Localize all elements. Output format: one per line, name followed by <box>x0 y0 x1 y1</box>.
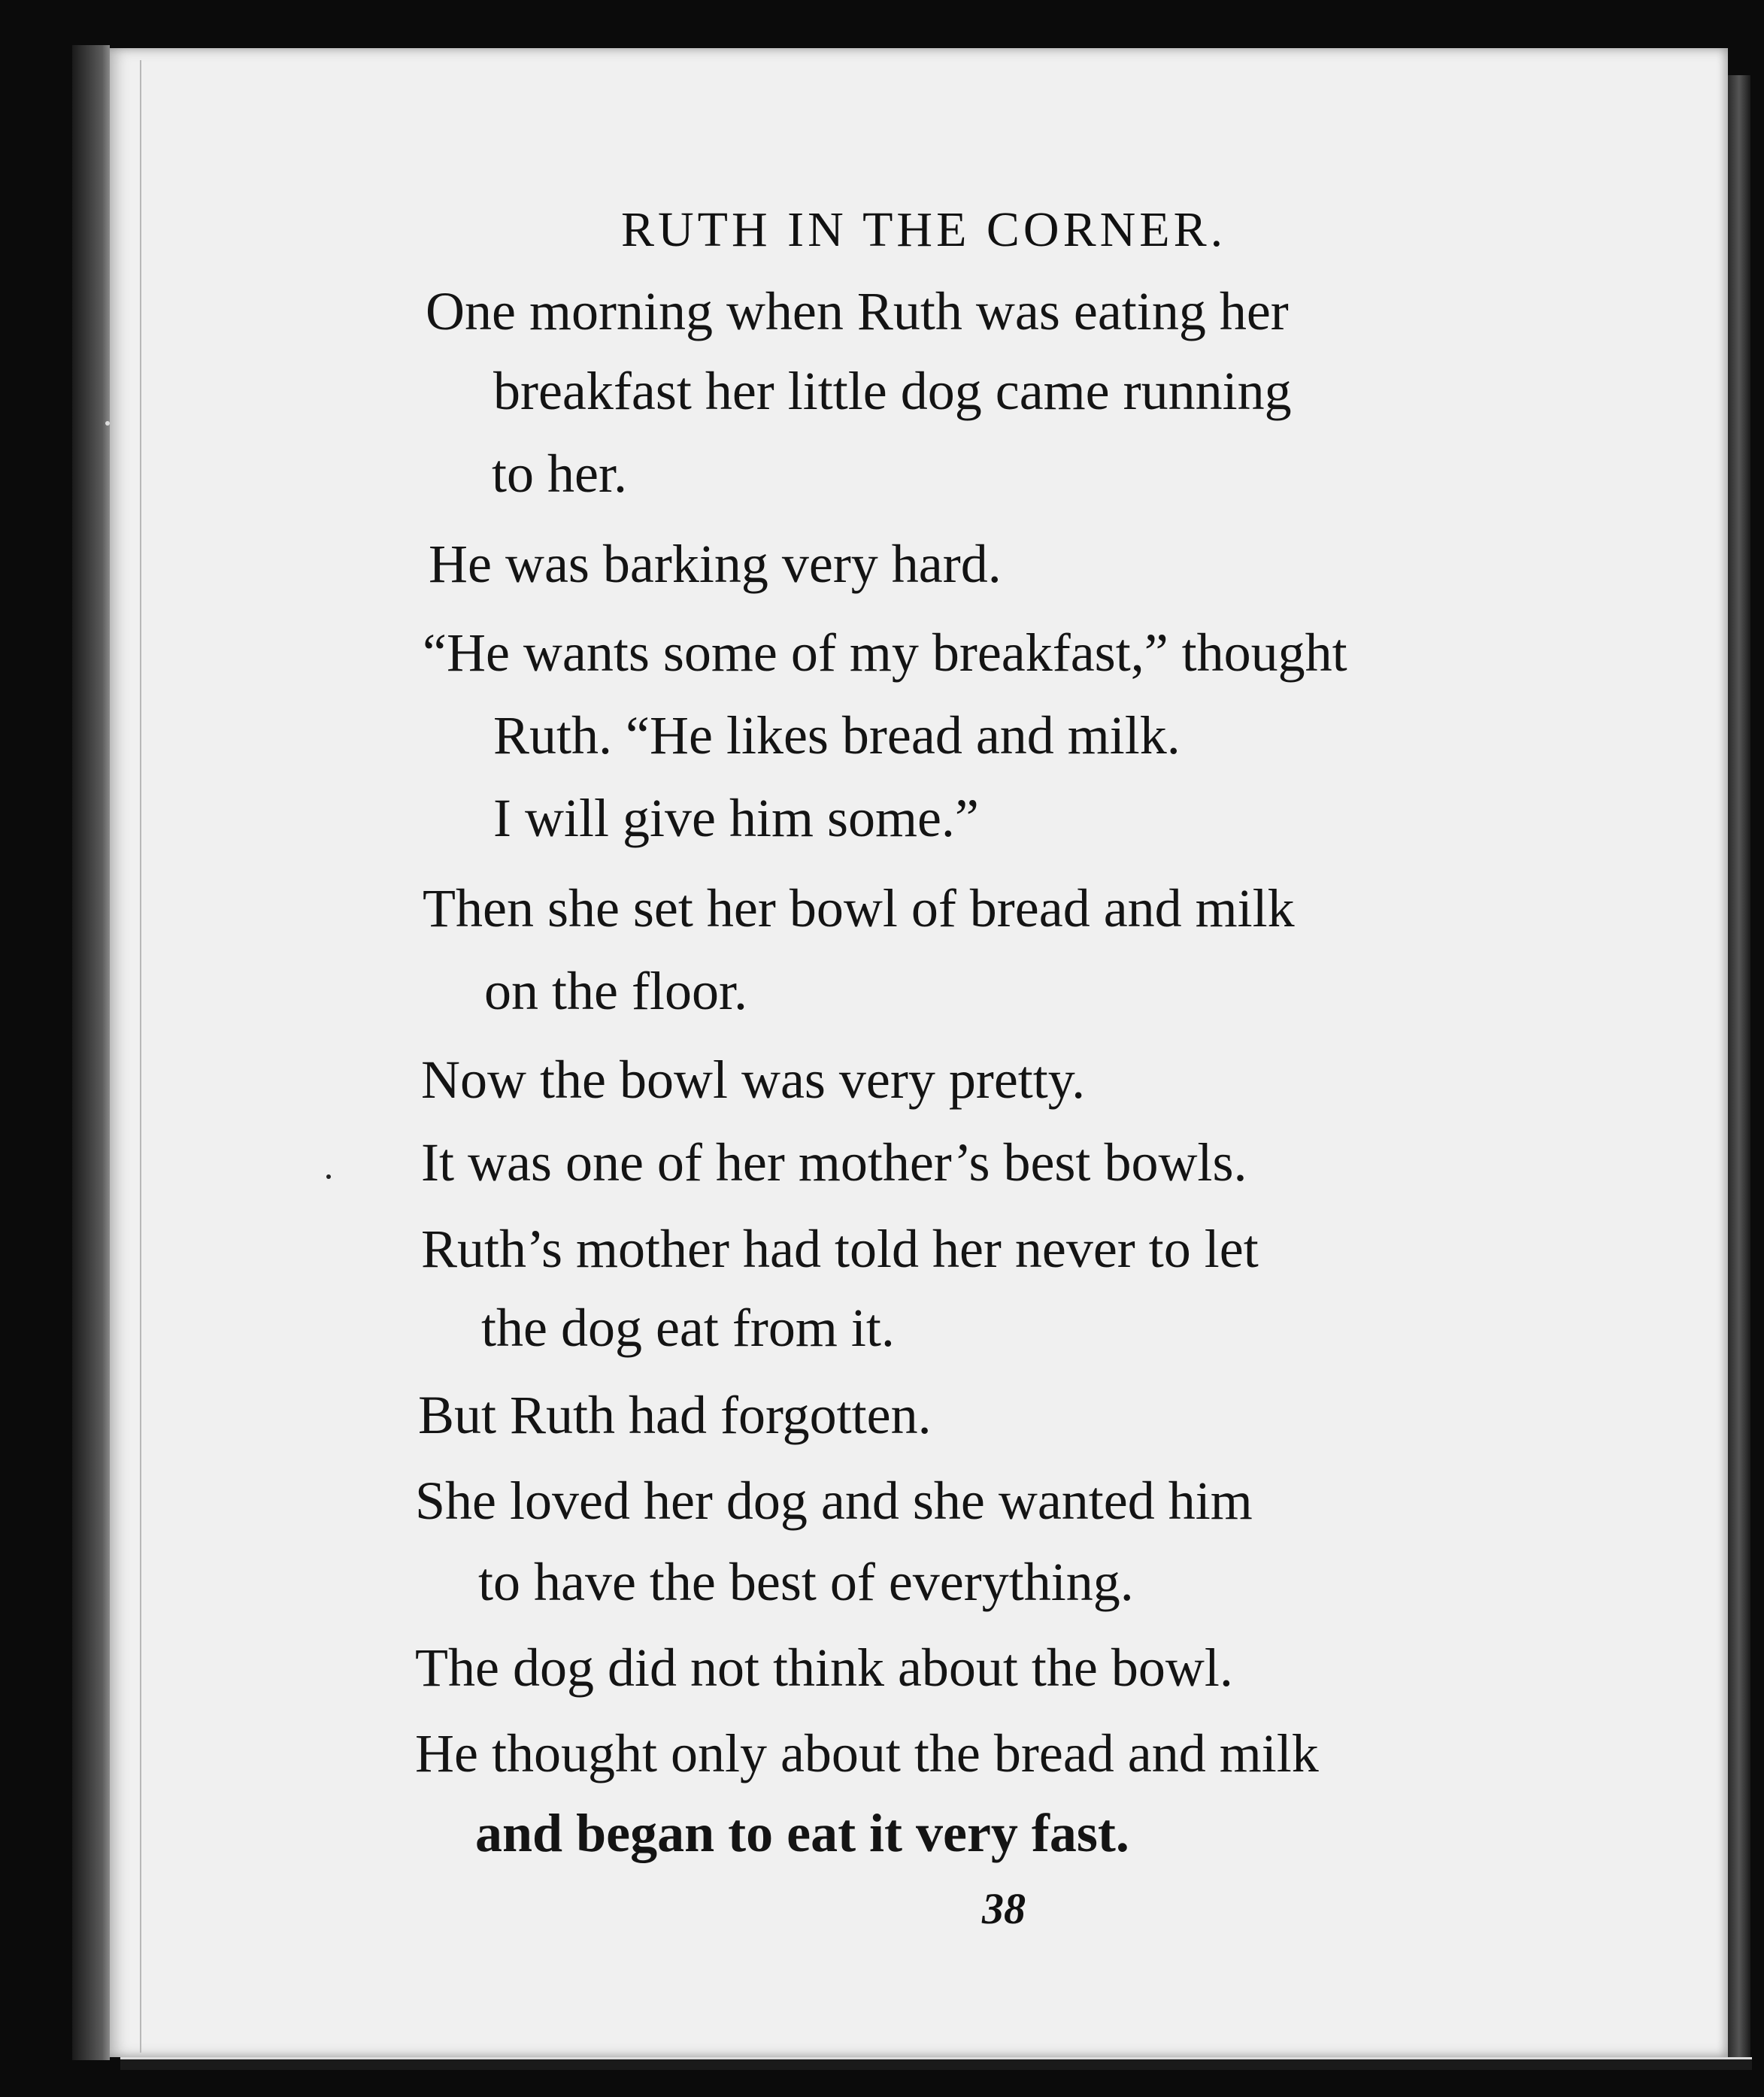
book-edge-right <box>1728 75 1750 2060</box>
text-line-2: breakfast her little dog came running <box>493 361 1292 421</box>
text-line-1: One morning when Ruth was eating her <box>426 281 1289 341</box>
text-line-17: The dog did not think about the bowl. <box>415 1638 1233 1698</box>
text-line-8: Then she set her bowl of bread and milk <box>423 878 1295 938</box>
text-line-5: “He wants some of my breakfast,” thought <box>423 623 1347 683</box>
page-inner-edge <box>140 60 141 2053</box>
text-line-9: on the floor. <box>484 961 747 1021</box>
scan-speck <box>105 421 110 426</box>
text-line-6: Ruth. “He likes bread and milk. <box>493 705 1181 765</box>
text-line-12: Ruth’s mother had told her never to let <box>421 1219 1259 1279</box>
page-number: 38 <box>982 1884 1026 1933</box>
text-line-14: But Ruth had forgotten. <box>418 1385 932 1445</box>
text-line-16: to have the best of everything. <box>478 1552 1134 1612</box>
text-line-3: to her. <box>492 444 627 504</box>
text-line-11: It was one of her mother’s best bowls. <box>421 1132 1247 1192</box>
chapter-title: RUTH IN THE CORNER. <box>621 202 1227 257</box>
text-line-7: I will give him some.” <box>493 788 979 848</box>
book-edge-bottom <box>120 2057 1752 2070</box>
text-line-10: Now the bowl was very pretty. <box>421 1050 1086 1110</box>
text-line-13: the dog eat from it. <box>481 1298 895 1358</box>
text-line-19: and began to eat it very fast. <box>475 1803 1129 1863</box>
scan-speck <box>326 1174 331 1179</box>
text-line-15: She loved her dog and she wanted him <box>415 1471 1253 1531</box>
text-line-4: He was barking very hard. <box>429 534 1002 594</box>
book-binding-left <box>72 45 110 2060</box>
text-line-18: He thought only about the bread and milk <box>415 1723 1319 1783</box>
